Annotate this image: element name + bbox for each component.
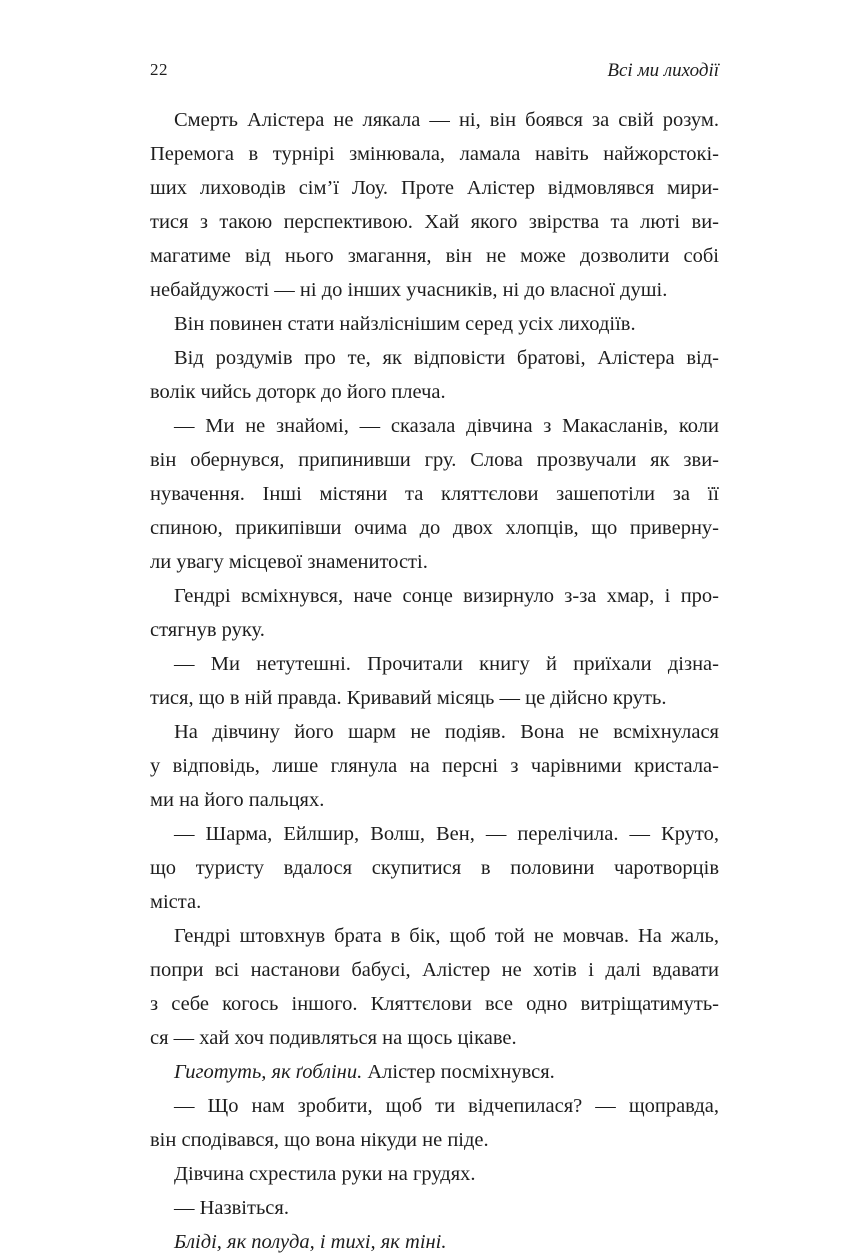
text-line: — Шарма, Ейлшир, Волш, Вен, — перелічила. — Круто,: [174, 823, 719, 845]
text-line: він обернувся, припинивши гру. Слова прозвучали як зви-: [150, 449, 719, 471]
text-line: Гендрі штовхнув брата в бік, щоб той не мовчав. На жаль,: [174, 925, 719, 947]
text-line: Смерть Алістера не лякала — ні, він боявся за свій розум.: [174, 109, 719, 131]
text-line: волік чийсь доторк до його плеча.: [150, 381, 446, 403]
text-line: — Назвіться.: [174, 1197, 289, 1219]
text-line-rest: Алістер посміхнувся.: [362, 1061, 555, 1083]
text-line: небайдужості — ні до інших учасників, ні до власної душі.: [150, 279, 668, 301]
text-line: магатиме від нього змагання, він не може дозволити собі: [150, 245, 719, 267]
text-line: з себе когось іншого. Кляттєлови все одно витріщатимуть-: [150, 993, 719, 1015]
text-line: стягнув руку.: [150, 619, 265, 641]
body-text: [150, 103, 719, 1259]
text-line: Він повинен стати найзліснішим серед усіх лиходіїв.: [174, 313, 636, 335]
text-line: що туристу вдалося скупитися в половини чаротворців: [150, 857, 719, 879]
running-title: Всі ми лиходії: [607, 60, 719, 81]
text-line: [150, 1055, 719, 1089]
text-line: На дівчину його шарм не подіяв. Вона не всміхнулася: [174, 721, 719, 743]
text-line: Дівчина схрестила руки на грудях.: [174, 1163, 476, 1185]
text-line: тися з такою перспективою. Хай якого звірства та люті ви-: [150, 211, 719, 233]
text-line: ми на його пальцях.: [150, 789, 325, 811]
italic-thought-line: Бліді, як полуда, і тихі, як тіні.: [174, 1231, 447, 1253]
text-line: ся — хай хоч подивляться на щось цікаве.: [150, 1027, 517, 1049]
text-line: він сподівався, що вона нікуди не піде.: [150, 1129, 489, 1151]
page-header: [150, 60, 719, 84]
text-line: нувачення. Інші містяни та кляттєлови зашепотіли за її: [150, 483, 719, 505]
text-line: Гендрі всміхнувся, наче сонце визирнуло з-за хмар, і про-: [174, 585, 719, 607]
text-line: — Ми нетутешні. Прочитали книгу й приїхали дізна-: [174, 653, 719, 675]
text-line: — Ми не знайомі, — сказала дівчина з Макасланів, коли: [174, 415, 719, 437]
text-line: попри всі настанови бабусі, Алістер не хотів і далі вдавати: [150, 959, 719, 981]
text-line: ших лиховодів сім’ї Лоу. Проте Алістер відмовлявся мири-: [150, 177, 719, 199]
page-number: 22: [150, 60, 168, 79]
text-line: у відповідь, лише глянула на персні з чарівними кристала-: [150, 755, 719, 777]
text-line: спиною, прикипівши очима до двох хлопців, що приверну-: [150, 517, 719, 539]
text-line: Перемога в турнірі змінювала, ламала навіть найжорстокі-: [150, 143, 719, 165]
text-line: Від роздумів про те, як відповісти братові, Алістера від-: [174, 347, 719, 369]
text-line: ли увагу місцевої знаменитості.: [150, 551, 428, 573]
text-line: тися, що в ній правда. Кривавий місяць — це дійсно круть.: [150, 687, 667, 709]
text-line: міста.: [150, 891, 202, 913]
text-line: — Що нам зробити, щоб ти відчепилася? — щоправда,: [174, 1095, 719, 1117]
italic-thought: Гиготуть, як ґобліни.: [174, 1061, 363, 1083]
